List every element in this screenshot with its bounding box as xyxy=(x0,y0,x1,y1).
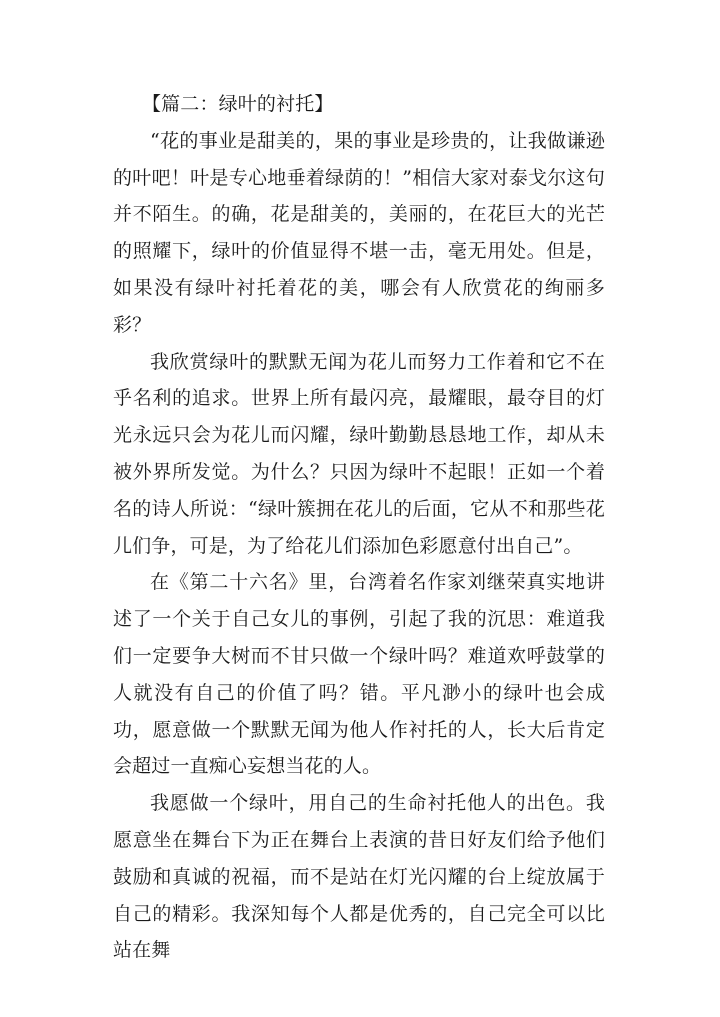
paragraph-4: 我愿做一个绿叶，用自己的生命衬托他人的出色。我愿意坐在舞台下为正在舞台上表演的昔日好友们给予他们鼓励和真诚的祝福，而不是站在灯光闪耀的台上绽放属于自己的精彩。我深知每个人都是优秀的，自己完全可以比站在舞 xyxy=(113,792,605,962)
paragraph-1: “花的事业是甜美的，果的事业是珍贵的，让我做谦逊的叶吧！叶是专心地垂着绿荫的！”相信大家对泰戈尔这句并不陌生。的确，花是甜美的，美丽的，在花巨大的光芒的照耀下，绿叶的价值显得不堪一击，毫无用处。但是，如果没有绿叶衬托着花的美，哪会有人欣赏花的绚丽多彩？ xyxy=(113,129,605,336)
document-body xyxy=(113,86,605,969)
paragraph-2: 我欣赏绿叶的默默无闻为花儿而努力工作着和它不在乎名利的追求。世界上所有最闪亮，最耀眼，最夺目的灯光永远只会为花儿而闪耀，绿叶勤勤恳恳地工作，却从未被外界所发觉。为什么？只因为绿叶不起眼！正如一个着名的诗人所说：“绿叶簇拥在花儿的后面，它从不和那些花儿们争，可是，为了给花儿们添加色彩愿意付出自己”。 xyxy=(113,350,605,557)
paragraph-3: 在《第二十六名》里，台湾着名作家刘继荣真实地讲述了一个关于自己女儿的事例，引起了我的沉思：难道我们一定要争大树而不甘只做一个绿叶吗？难道欢呼鼓掌的人就没有自己的价值了吗？错。平凡渺小的绿叶也会成功，愿意做一个默默无闻为他人作衬托的人，长大后肯定会超过一直痴心妄想当花的人。 xyxy=(113,571,605,778)
section-heading: 【篇二：绿叶的衬托】 xyxy=(142,93,334,115)
